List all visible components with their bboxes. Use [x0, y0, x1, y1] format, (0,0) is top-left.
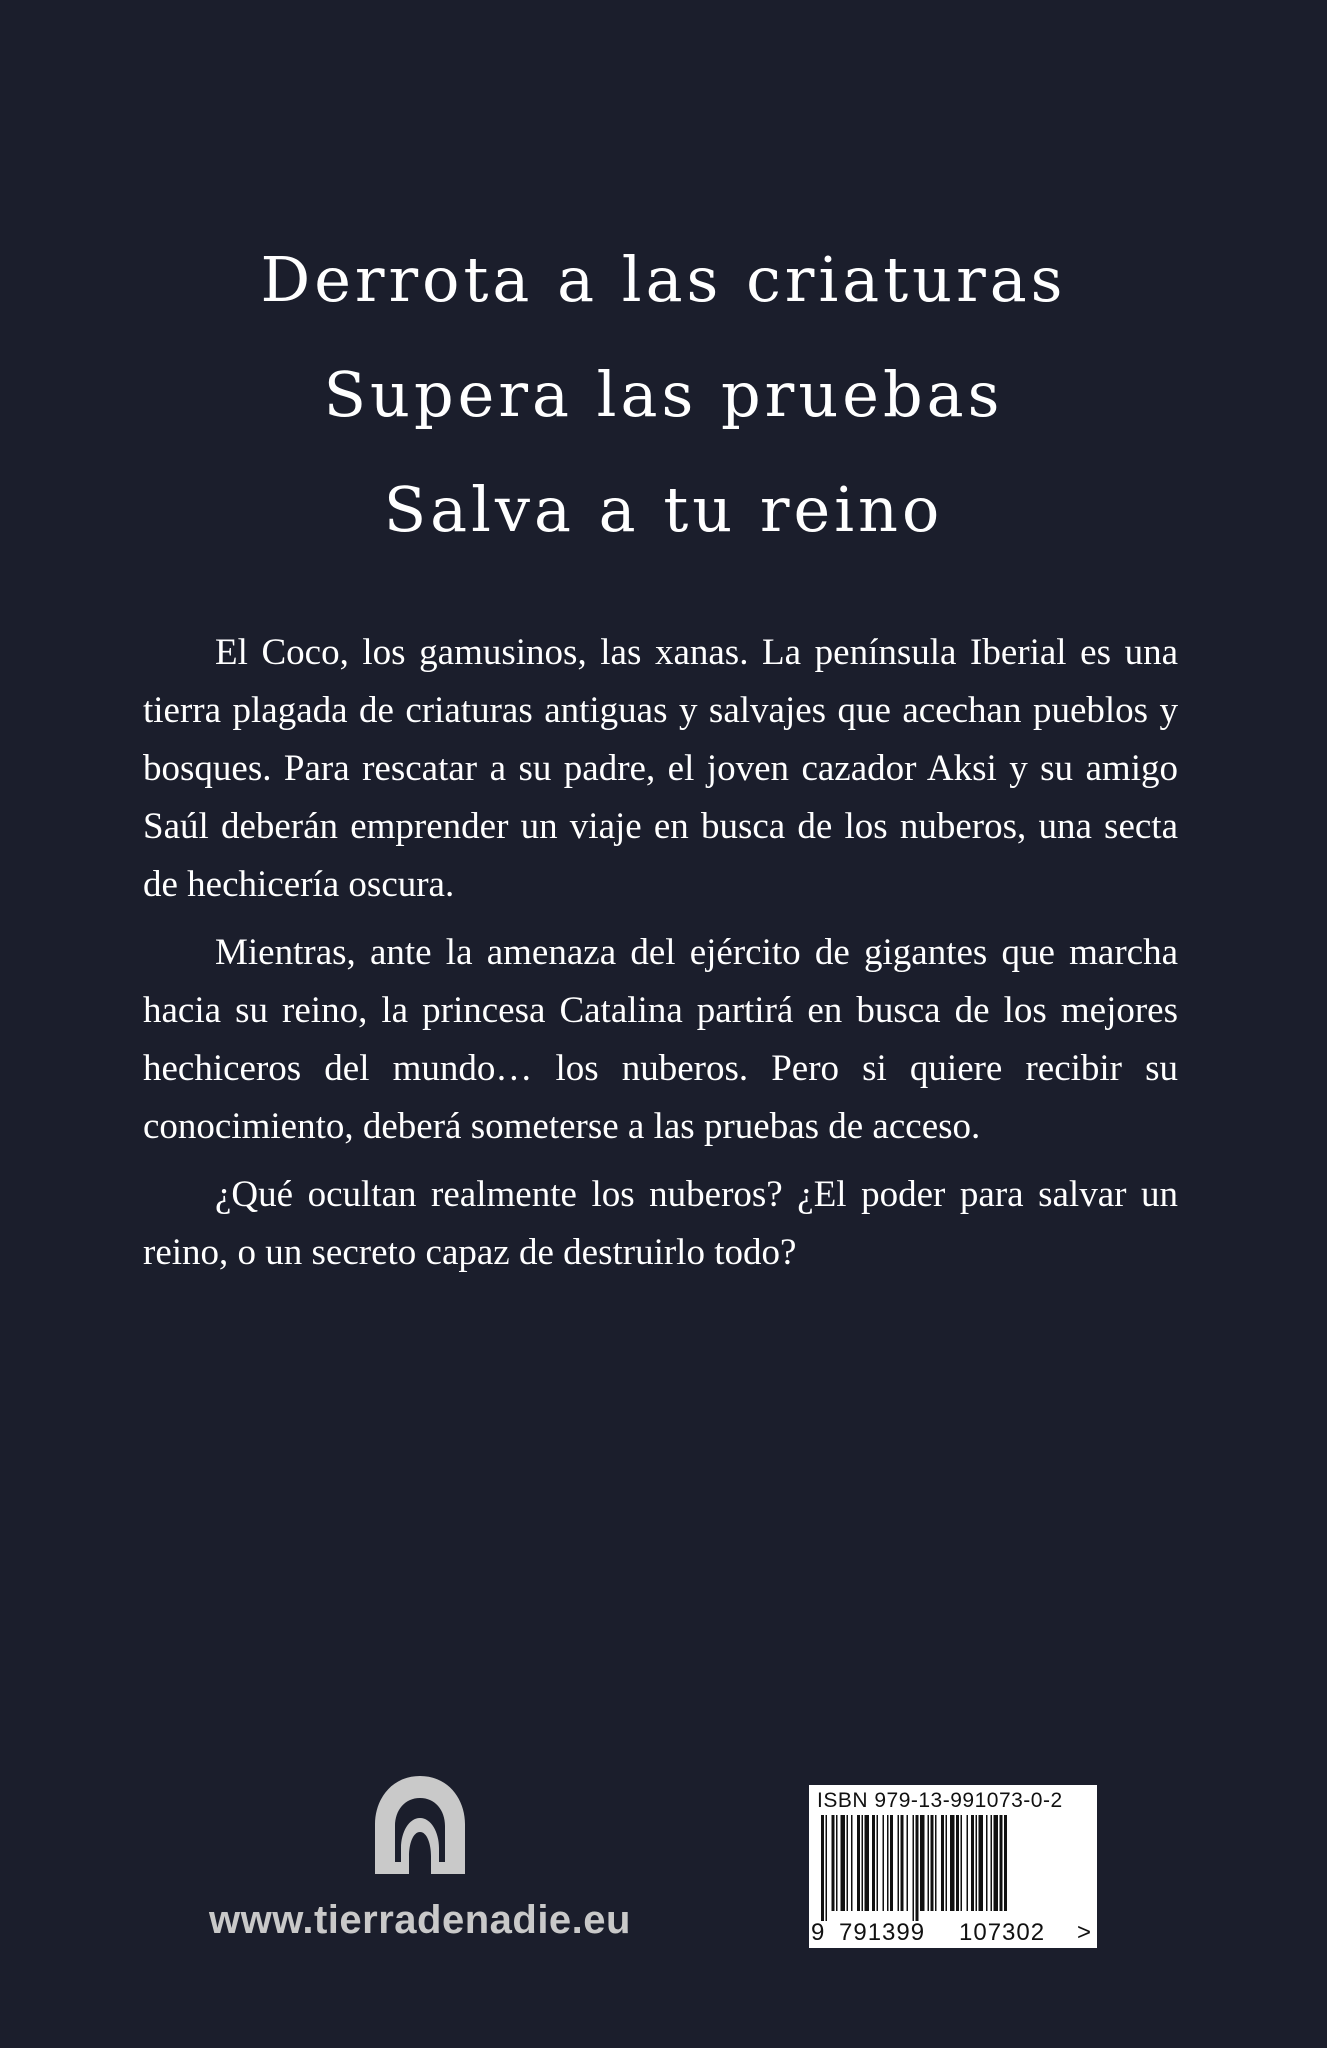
barcode-bar: [872, 1815, 875, 1911]
barcode-bar: [991, 1815, 993, 1911]
barcode-digit-group-1: 791399: [839, 1919, 926, 1946]
barcode-bar: [826, 1815, 828, 1921]
barcode-bar: [913, 1815, 915, 1921]
barcode-bar: [986, 1815, 988, 1911]
barcode-bar: [994, 1815, 999, 1911]
publisher-logo-icon: [365, 1770, 475, 1880]
barcode-bar: [956, 1815, 959, 1911]
barcode-bar: [950, 1815, 955, 1911]
barcode-bar: [890, 1815, 893, 1911]
barcode-bar: [928, 1815, 930, 1911]
isbn-barcode: [809, 1785, 1097, 1948]
barcode-bar: [862, 1815, 864, 1911]
publisher-website[interactable]: www.tierradenadie.eu: [209, 1898, 631, 1942]
barcode-bar: [901, 1815, 904, 1911]
barcode-bar: [979, 1815, 984, 1911]
barcode-digit-first: 9: [811, 1919, 826, 1946]
barcode-bar: [865, 1815, 870, 1911]
barcode-bar: [941, 1815, 944, 1911]
tagline-1: Derrota a las criaturas: [260, 243, 1067, 316]
barcode-bar: [836, 1815, 838, 1911]
barcode-bar: [841, 1815, 846, 1911]
barcode-bar: [847, 1815, 849, 1911]
barcode-bar: [883, 1815, 885, 1911]
barcode-bar: [832, 1815, 835, 1911]
synopsis: [143, 624, 1178, 1292]
barcode-bar: [857, 1815, 860, 1911]
barcode-bar: [821, 1815, 824, 1921]
barcode-bar: [935, 1815, 937, 1911]
barcode-bar: [907, 1815, 909, 1911]
barcode-digit-group-2: 107302: [959, 1919, 1046, 1946]
barcode-bar: [1000, 1815, 1003, 1911]
tagline-2: Supera las pruebas: [323, 358, 1004, 431]
barcode-bar: [916, 1815, 919, 1921]
barcode-bar: [920, 1815, 925, 1911]
barcode-bar: [851, 1815, 853, 1911]
barcode-bar: [1004, 1815, 1007, 1911]
synopsis-paragraph-1: El Coco, los gamusinos, las xanas. La península Iberial es una tierra plagada de criaturas antiguas y salvajes que acechan pueblos y bosques. Para rescatar a su padre, el joven cazador Aksi y su amigo Saúl deberán emprender un viaje en busca de los nuberos, una secta de hechicería oscura.: [143, 632, 1178, 905]
barcode-bar: [946, 1815, 948, 1911]
barcode-bar: [898, 1815, 900, 1911]
publisher-block: [170, 1770, 670, 1943]
tagline-3: Salva a tu reino: [383, 473, 944, 546]
barcode-bar: [887, 1815, 889, 1911]
synopsis-paragraph-2: Mientras, ante la amenaza del ejército de gigantes que marcha hacia su reino, la princesa Catalina partirá en busca de los mejores hechiceros del mundo… los nuberos. Pero si quiere recibir su conocimiento, deberá someterse a las pruebas de acceso.: [143, 932, 1178, 1147]
synopsis-paragraph-3: ¿Qué ocultan realmente los nuberos? ¿El poder para salvar un reino, o un secreto capaz de destruirlo todo?: [143, 1174, 1178, 1273]
barcode-bar: [971, 1815, 974, 1911]
barcode-bar: [976, 1815, 978, 1911]
barcode-bars: [817, 1815, 1089, 1923]
barcode-bar: [967, 1815, 969, 1911]
barcode-bar: [961, 1815, 963, 1911]
isbn-label: ISBN 979-13-991073-0-2: [817, 1789, 1063, 1812]
barcode-bar: [931, 1815, 934, 1911]
barcode-bar: [877, 1815, 879, 1911]
taglines: [0, 222, 1327, 567]
barcode-digit-end: >: [1077, 1919, 1093, 1946]
